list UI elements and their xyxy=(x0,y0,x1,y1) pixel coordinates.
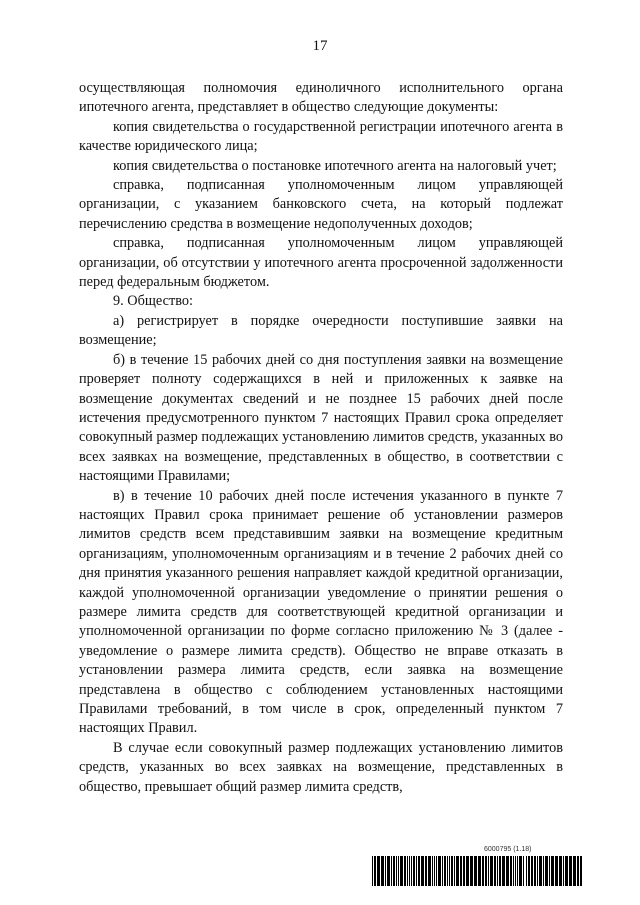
paragraph: справка, подписанная уполномоченным лицом управляющей организации, об отсутствии у ипотечного агента просроченной задолженности перед федеральным бюджетом. xyxy=(79,235,563,291)
barcode xyxy=(372,846,584,888)
paragraph: а) регистрирует в порядке очередности поступившие заявки на возмещение; xyxy=(79,312,563,349)
page-number: 17 xyxy=(312,38,328,54)
document-body xyxy=(79,79,563,797)
section-heading: 9. Общество: xyxy=(113,293,193,310)
paragraph: копия свидетельства о постановке ипотечного агента на налоговый учет; xyxy=(113,157,557,174)
paragraph: осуществляющая полномочия единоличного исполнительного органа ипотечного агента, представляет в общество следующие документы: xyxy=(79,80,563,116)
paragraph: в) в течение 10 рабочих дней после истечения указанного в пункте 7 настоящих Правил срока принимает решение об установлении размеров лимитов средств всем представившим заявки на возмещение кредитным организациям, уполномоченным организациям и в течение 2 рабочих дней со дня принятия указанного решения направляет каждой кредитной организации, каждой уполномоченной организации уведомление о принятии решения о размере лимита средств для соответствующей кредитной организации и уполномоченной организации по форме согласно приложению № 3 (далее - уведомление о размере лимита средств). Общество не вправе отказать в установлении размера лимита средств, если заявка на возмещение представлена в общество с соблюдением установленных настоящими Правилами требований, в том числе в срок, определенный пунктом 7 настоящих Правил. xyxy=(79,487,563,737)
barcode-icon xyxy=(372,856,584,886)
paragraph: справка, подписанная уполномоченным лицом управляющей организации, с указанием банковского счета, на который подлежат перечислению средства в возмещение недополученных доходов; xyxy=(79,177,563,232)
paragraph: копия свидетельства о государственной регистрации ипотечного агента в качестве юридического лица; xyxy=(79,118,563,155)
paragraph: В случае если совокупный размер подлежащих установлению лимитов средств, указанных во всех заявках на возмещение, представленных в общество, превышает общий размер лимита средств, xyxy=(79,739,563,795)
barcode-label: 6000795 (1.18) xyxy=(484,846,532,853)
paragraph: б) в течение 15 рабочих дней со дня поступления заявки на возмещение проверяет полноту содержащихся в ней и приложенных к заявке на возмещение документах сведений и не позднее 15 рабочих дней после истечения предусмотренного пунктом 7 настоящих Правил срока определяет совокупный размер подлежащих установлению лимитов средств, указанных во всех заявках на возмещение, представленных в общество, в соответствии с настоящими Правилами; xyxy=(79,351,563,485)
